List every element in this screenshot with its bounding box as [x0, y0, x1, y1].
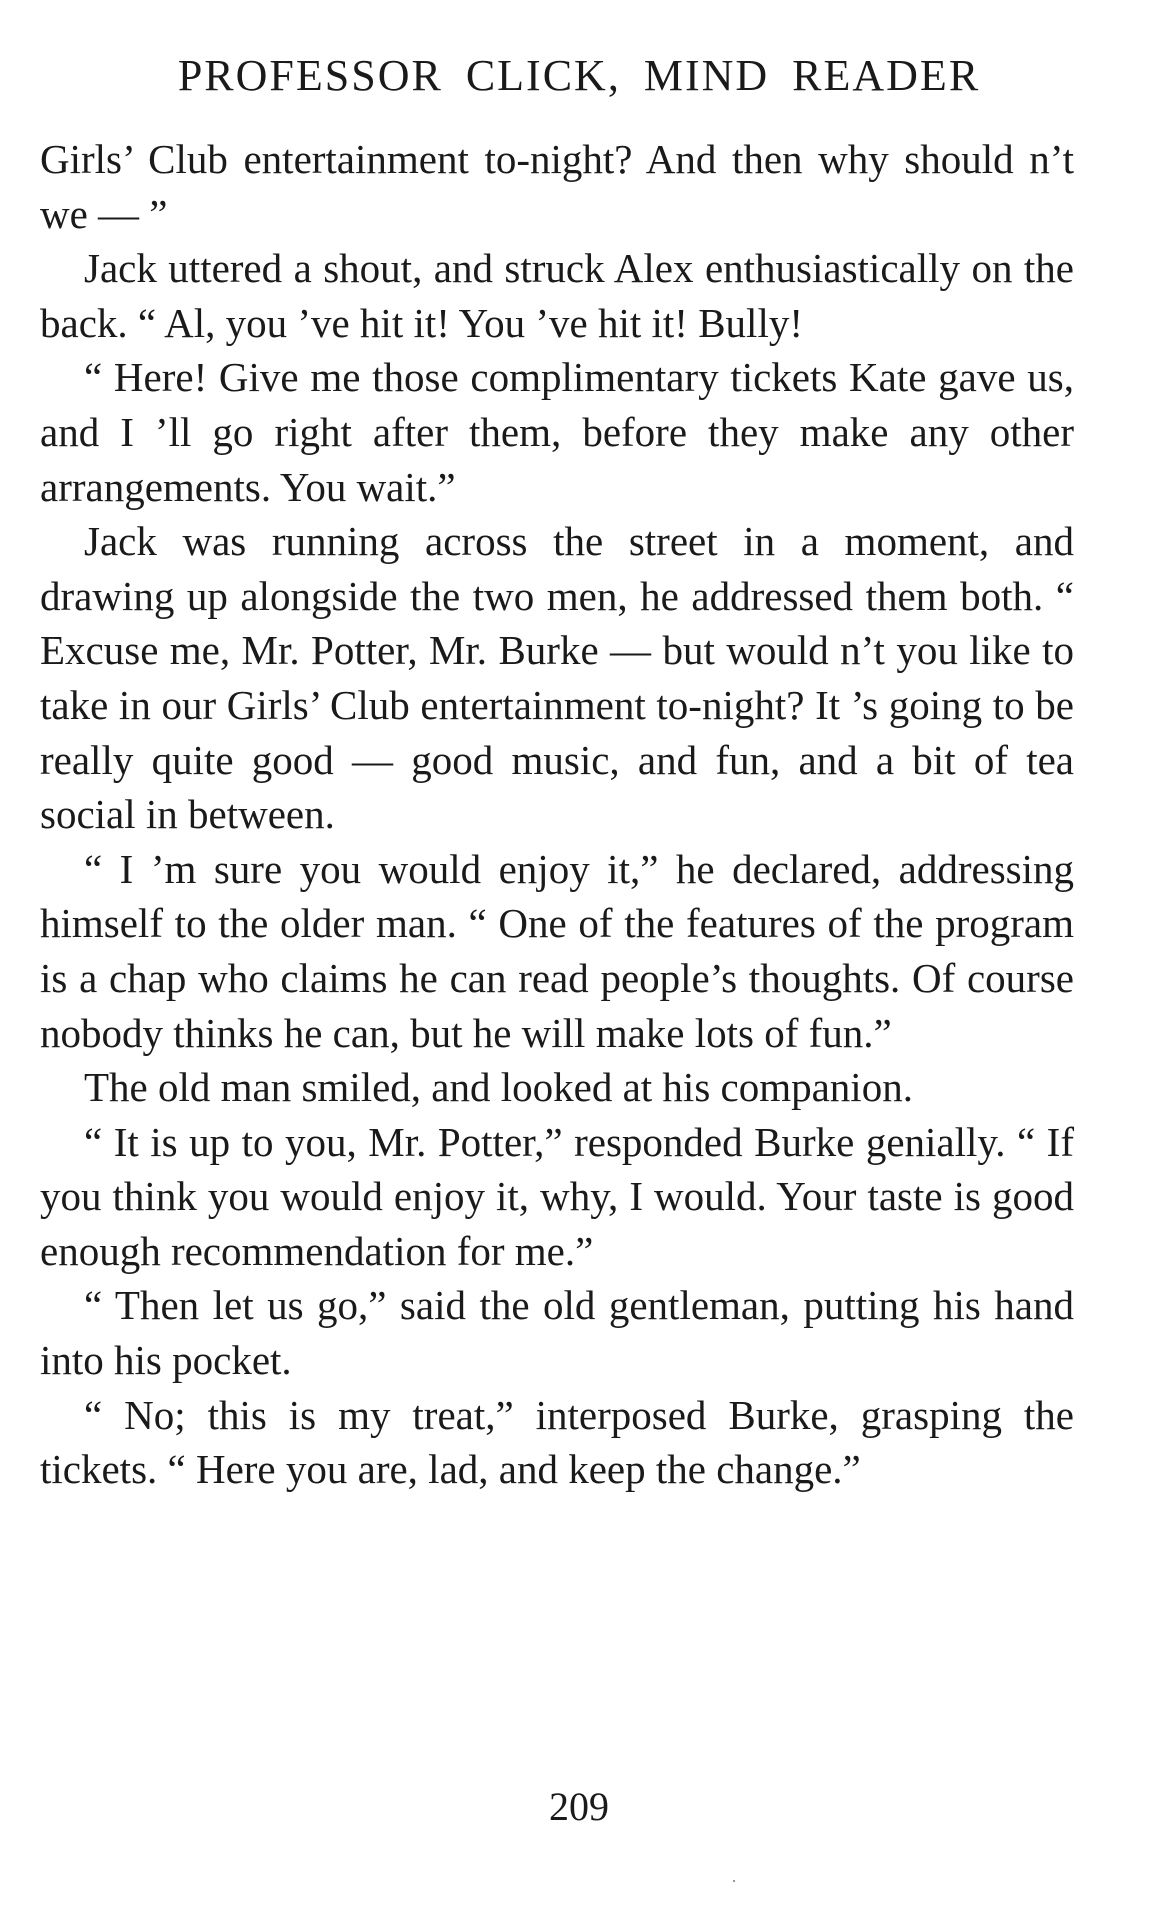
body-text — [40, 132, 1074, 1497]
paragraph-continued: Girls’ Club entertainment to-night? And then why should n’t we — ” — [40, 136, 1074, 237]
print-speck — [733, 1880, 735, 1882]
paragraph: “ It is up to you, Mr. Potter,” responded Burke genially. “ If you think you would enjoy it, why, I would. Your taste is good enough recommendation for me.” — [40, 1118, 1074, 1274]
paragraph: Jack was running across the street in a moment, and drawing up alongside the two men, he addressed them both. “ Excuse me, Mr. Potter, Mr. Burke — but would n’t you like to take in our Girls’ Club entertainment to-night? It ’s going to be really quite good — good music, and fun, and a bit of tea social in between. — [40, 518, 1074, 838]
paragraph: “ Here! Give me those complimentary tickets Kate gave us, and I ’ll go right after them, before they make any other arrangements. You wait.” — [40, 354, 1074, 510]
running-title: PROFESSOR CLICK, MIND READER — [177, 51, 981, 100]
paragraph: “ I ’m sure you would enjoy it,” he declared, addressing himself to the older man. “ One of the features of the program is a chap who claims he can read people’s thoughts. Of course nobody thinks he can, but he will make lots of fun.” — [40, 845, 1074, 1056]
page-number: 209 — [549, 1784, 609, 1829]
paragraph: Jack uttered a shout, and struck Alex enthusiastically on the back. “ Al, you ’ve hit it! You ’ve hit it! Bully! — [40, 245, 1074, 346]
paragraph: “ Then let us go,” said the old gentleman, putting his hand into his pocket. — [40, 1282, 1074, 1384]
paragraph: “ No; this is my treat,” interposed Burke, grasping the tickets. “ Here you are, lad, and keep the change.” — [40, 1391, 1074, 1493]
paragraph: The old man smiled, and looked at his companion. — [84, 1064, 913, 1111]
